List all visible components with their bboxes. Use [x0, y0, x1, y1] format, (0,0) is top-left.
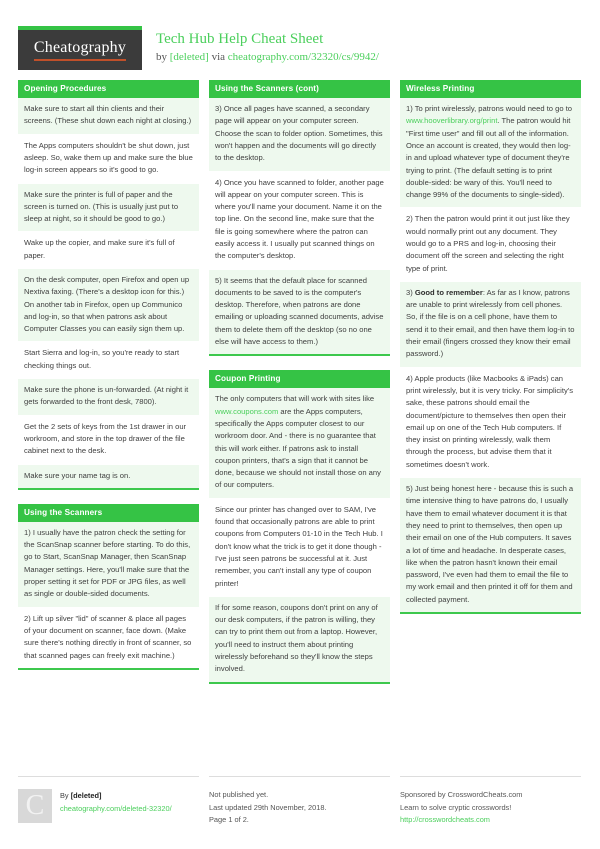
good-to-remember-emphasis: Good to remember [414, 287, 483, 297]
footer-meta-column [209, 776, 390, 827]
author-text [60, 789, 172, 815]
block-using-the-scanners-cont [209, 80, 390, 356]
table-row: 5) Just being honest here - because this is such a time intensive thing to have patrons do, I usually have them to email whatever document it is that they need to print to themselves, then open up their email on one of the Hub computers. It saves a lot of time and headache. In desperate cases, like when the patron hasn't known their email password, I've even had them to email the file to my work email and then printed it off for them and collected payment. [400, 478, 581, 612]
author-info [18, 789, 199, 823]
table-row: Make sure your name tag is on. [18, 465, 199, 488]
title-block [156, 26, 379, 64]
table-row: If for some reason, coupons don't print on any of our desk computers, if the patron is willing, they can try to print them out from a laptop. However, you'll need to instruct them about printing wirelessly beforehand so they'll know the steps involved. [209, 597, 390, 682]
byline-author[interactable]: [deleted] [169, 51, 209, 63]
table-row: 4) Apple products (like Macbooks & iPads) can print wirelessly, but it is very tricky. For simplicity's sake, these patrons should email the document/picture to themselves then open their email up on one of the Tech Hub computers. If they insist on printing wirelessly, walk them through the process, but advise them that it sometimes doesn't work. [400, 368, 581, 478]
block-coupon-printing [209, 370, 390, 683]
publish-status: Not published yet. [209, 789, 269, 799]
avatar: C [18, 789, 52, 823]
sponsor-line: Sponsored by CrosswordCheats.com [400, 789, 523, 799]
byline [156, 51, 379, 64]
masthead [18, 0, 582, 80]
block-title: Opening Procedures [18, 80, 199, 98]
column-1 [18, 80, 199, 684]
table-row: 1) To print wirelessly, patrons would need to go to www.hooverlibrary.org/print. The patron would hit "First time user" and fill out all of the information. Once an account is created, they would then log-in and upload whatever type of document they're trying to print. (The default setting is to print double-sided: be wary of this. You'll need to change 99% of the documents to single-sided). [400, 98, 581, 208]
block-using-the-scanners [18, 504, 199, 670]
author-name: [deleted] [70, 790, 102, 800]
table-row: 3) Good to remember: As far as I know, patrons are unable to print wirelessly from cell phones. So, if the file is on a cell phone, have them to send it to their email, and then have them log-in to their email (fingers crossed they know their email password.) [400, 282, 581, 368]
byline-via: via [208, 51, 228, 63]
table-row: 1) I usually have the patron check the setting for the ScanSnap scanner before starting. To do this, go to Start, ScanSnap Manager, then ScanSnap Manager settings. Here, you'll make sure that the proper setting it set for PDF or JPG files, as well as single or double-sided documents. [18, 522, 199, 608]
cheatography-logo[interactable] [18, 26, 142, 70]
author-profile-link[interactable]: cheatography.com/deleted-32320/ [60, 803, 172, 813]
block-opening-procedures [18, 80, 199, 490]
block-title: Using the Scanners [18, 504, 199, 522]
table-row: Make sure the phone is un-forwarded. (At night it gets forwarded to the front desk, 7800). [18, 379, 199, 416]
table-row: 5) It seems that the default place for scanned documents to be saved to is the computer's desktop. Therefore, when patrons are done emailing or uploading scanned documents, advise them to delete them off the desktop (so no one else will have access to them.) [209, 270, 390, 355]
author-name-line [60, 790, 172, 803]
block-title: Using the Scanners (cont) [209, 80, 390, 98]
coupons-site-link[interactable]: www.coupons.com [215, 406, 279, 416]
table-row: The only computers that will work with sites like www.coupons.com are the Apps computers, specifically the Apps computer closest to our workroom door. And - there is no guarantee that this will work either. If patrons ask to install coupon printers, that's a sign that it cannot be done, because we should not install those on any of our computers. [209, 388, 390, 498]
block-title: Coupon Printing [209, 370, 390, 388]
footer-author-column [18, 776, 199, 827]
logo-text: Cheatography [34, 39, 126, 61]
table-row: Since our printer has changed over to SAM, I've found that occasionally patrons are able to print coupons from Computers 01-10 in the Tech Hub. I don't know what the trick is to get it done though - I've just seen patrons be successful at it. Just remember, you can't install any type of coupon printer! [209, 499, 390, 597]
column-3 [400, 80, 581, 628]
block-wireless-printing [400, 80, 581, 614]
footer [18, 766, 582, 827]
table-row: Get the 2 sets of keys from the 1st drawer in our workroom, and store in the top drawer of the file cabinet next to the desk. [18, 416, 199, 465]
table-row: The Apps computers shouldn't be shut down, just asleep. So, wake them up and make sure the blue log-in screen appears so it's good to go. [18, 135, 199, 184]
page-title: Tech Hub Help Cheat Sheet [156, 31, 324, 47]
table-row: Wake up the copier, and make sure it's full of paper. [18, 232, 199, 269]
sponsor-link[interactable]: http://crosswordcheats.com [400, 815, 490, 825]
table-row: Make sure the printer is full of paper and the screen is turned on. (This is usually just put to sleep at night, so it should be good to go.) [18, 184, 199, 233]
sponsor-tagline: Learn to solve cryptic crosswords! [400, 802, 512, 812]
page-number: Page 1 of 2. [209, 815, 249, 825]
column-2 [209, 80, 390, 698]
by-label: By [60, 790, 71, 800]
table-row: Start Sierra and log-in, so you're ready to start checking things out. [18, 342, 199, 379]
columns-container [18, 80, 582, 698]
table-row: 2) Lift up silver "lid" of scanner & place all pages of your document on scanner, face down. (Make sure there's nothing directly in front of scanner, so that scanned pages can freely exit machine.) [18, 608, 199, 668]
table-row: Make sure to start all thin clients and their screens. (These shut down each night at closing.) [18, 98, 199, 135]
byline-prefix: by [156, 51, 170, 63]
table-row: On the desk computer, open Firefox and open up Nextiva faxing. (There's a desktop icon for this.) On another tab in Firefox, open up Communico and log-in, so that when patrons ask about Computer Classes you can easily sign them up. [18, 269, 199, 342]
table-row: 4) Once you have scanned to folder, another page will appear on your computer screen. This is where you'll name your document. Name it on the top line. On the second line, make sure that the file is going somewhere where the patron can easily access it. I usually put scanned things on the computer's desktop. [209, 172, 390, 270]
block-title: Wireless Printing [400, 80, 581, 98]
last-updated: Last updated 29th November, 2018. [209, 802, 327, 812]
source-url-link[interactable]: cheatography.com/32320/cs/9942/ [227, 51, 379, 63]
table-row: 3) Once all pages have scanned, a secondary page will appear on your computer screen. Choose the scan to folder option. Sometimes, this won't happen and the documents will go directly to the desktop. [209, 98, 390, 171]
hoover-print-link[interactable]: www.hooverlibrary.org/print [406, 116, 498, 126]
footer-sponsor-column [400, 776, 581, 827]
table-row: 2) Then the patron would print it out just like they would normally print out any document. They would go to a PRS and log-in, choosing their document off the screen and selecting the right type of print. [400, 208, 581, 281]
